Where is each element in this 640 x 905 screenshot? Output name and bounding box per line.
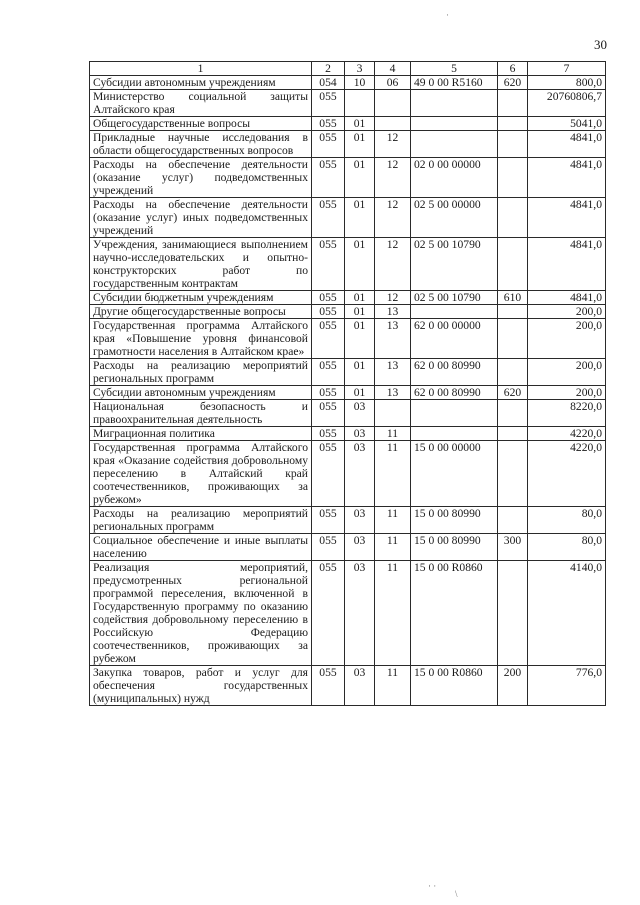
cell-subsection: 13 (375, 319, 411, 359)
cell-ministry: 055 (312, 666, 345, 706)
cell-name: Учреждения, занимающиеся выполнением научно-исследовательских и опытно-конструкторских работ по государственным контрактам (90, 238, 312, 291)
cell-section: 03 (345, 441, 375, 507)
table-row (90, 427, 606, 441)
cell-subsection: 11 (375, 441, 411, 507)
cell-expense-type (498, 158, 528, 198)
cell-name: Общегосударственные вопросы (90, 117, 312, 131)
cell-target-code: 49 0 00 R5160 (411, 76, 498, 90)
cell-amount: 4140,0 (528, 561, 606, 666)
cell-ministry: 055 (312, 427, 345, 441)
cell-target-code: 15 0 00 00000 (411, 441, 498, 507)
cell-ministry: 055 (312, 561, 345, 666)
table-row (90, 76, 606, 90)
cell-subsection: 12 (375, 158, 411, 198)
cell-section: 01 (345, 359, 375, 386)
cell-section: 01 (345, 158, 375, 198)
cell-section: 01 (345, 319, 375, 359)
table-row (90, 158, 606, 198)
cell-subsection: 06 (375, 76, 411, 90)
table-row (90, 90, 606, 117)
cell-amount: 800,0 (528, 76, 606, 90)
table-row (90, 305, 606, 319)
cell-subsection: 12 (375, 238, 411, 291)
header-row (90, 62, 606, 76)
cell-section: 01 (345, 291, 375, 305)
cell-ministry: 055 (312, 238, 345, 291)
cell-amount: 20760806,7 (528, 90, 606, 117)
cell-target-code: 02 5 00 00000 (411, 198, 498, 238)
header-cell: 4 (375, 62, 411, 76)
cell-subsection: 12 (375, 291, 411, 305)
cell-name: Закупка товаров, работ и услуг для обеспечения государственных (муниципальных) нужд (90, 666, 312, 706)
cell-name: Прикладные научные исследования в области общегосударственных вопросов (90, 131, 312, 158)
table-row (90, 386, 606, 400)
header-cell: 2 (312, 62, 345, 76)
cell-section: 01 (345, 238, 375, 291)
cell-ministry: 055 (312, 305, 345, 319)
scan-speck: · (446, 10, 449, 20)
cell-name: Субсидии автономным учреждениям (90, 386, 312, 400)
cell-name: Расходы на обеспечение деятельности (оказание услуг) подведомственных учреждений (90, 158, 312, 198)
cell-ministry: 055 (312, 400, 345, 427)
cell-subsection (375, 400, 411, 427)
table-row (90, 400, 606, 427)
cell-name: Национальная безопасность и правоохранительная деятельность (90, 400, 312, 427)
cell-expense-type (498, 90, 528, 117)
cell-subsection: 11 (375, 427, 411, 441)
cell-subsection: 11 (375, 534, 411, 561)
table-row (90, 666, 606, 706)
cell-ministry: 055 (312, 507, 345, 534)
cell-amount: 80,0 (528, 507, 606, 534)
cell-target-code: 15 0 00 80990 (411, 507, 498, 534)
cell-expense-type (498, 400, 528, 427)
cell-subsection: 13 (375, 305, 411, 319)
cell-target-code: 15 0 00 80990 (411, 534, 498, 561)
cell-target-code (411, 117, 498, 131)
cell-expense-type (498, 359, 528, 386)
table-row (90, 359, 606, 386)
cell-section: 10 (345, 76, 375, 90)
cell-target-code (411, 400, 498, 427)
table-row (90, 238, 606, 291)
cell-subsection: 13 (375, 386, 411, 400)
cell-target-code (411, 305, 498, 319)
cell-amount: 8220,0 (528, 400, 606, 427)
cell-section: 03 (345, 534, 375, 561)
cell-section: 03 (345, 507, 375, 534)
cell-expense-type (498, 561, 528, 666)
header-cell: 7 (528, 62, 606, 76)
cell-name: Субсидии автономным учреждениям (90, 76, 312, 90)
cell-section: 03 (345, 427, 375, 441)
cell-target-code (411, 90, 498, 117)
table-row (90, 441, 606, 507)
cell-ministry: 055 (312, 198, 345, 238)
cell-ministry: 055 (312, 291, 345, 305)
cell-amount: 200,0 (528, 359, 606, 386)
header-cell: 3 (345, 62, 375, 76)
cell-name: Министерство социальной защиты Алтайского края (90, 90, 312, 117)
cell-amount: 200,0 (528, 386, 606, 400)
cell-name: Другие общегосударственные вопросы (90, 305, 312, 319)
cell-ministry: 055 (312, 131, 345, 158)
cell-amount: 5041,0 (528, 117, 606, 131)
table-row (90, 319, 606, 359)
header-cell: 5 (411, 62, 498, 76)
cell-amount: 200,0 (528, 305, 606, 319)
cell-amount: 80,0 (528, 534, 606, 561)
header-cell: 6 (498, 62, 528, 76)
cell-target-code: 02 5 00 10790 (411, 291, 498, 305)
cell-expense-type (498, 441, 528, 507)
cell-name: Социальное обеспечение и иные выплаты населению (90, 534, 312, 561)
cell-amount: 4841,0 (528, 158, 606, 198)
cell-ministry: 055 (312, 319, 345, 359)
table-row (90, 534, 606, 561)
cell-expense-type (498, 427, 528, 441)
cell-expense-type (498, 238, 528, 291)
cell-amount: 4220,0 (528, 427, 606, 441)
cell-expense-type (498, 117, 528, 131)
cell-ministry: 055 (312, 158, 345, 198)
cell-amount: 4841,0 (528, 238, 606, 291)
cell-amount: 4841,0 (528, 131, 606, 158)
cell-target-code: 62 0 00 80990 (411, 359, 498, 386)
cell-target-code (411, 131, 498, 158)
cell-expense-type (498, 305, 528, 319)
cell-section: 01 (345, 117, 375, 131)
cell-amount: 776,0 (528, 666, 606, 706)
cell-subsection (375, 90, 411, 117)
cell-name: Субсидии бюджетным учреждениям (90, 291, 312, 305)
cell-target-code: 15 0 00 R0860 (411, 666, 498, 706)
table-row (90, 561, 606, 666)
cell-section: 01 (345, 198, 375, 238)
cell-name: Расходы на реализацию мероприятий региональных программ (90, 359, 312, 386)
cell-expense-type: 200 (498, 666, 528, 706)
cell-subsection: 12 (375, 131, 411, 158)
cell-section: 03 (345, 561, 375, 666)
cell-target-code: 15 0 00 R0860 (411, 561, 498, 666)
cell-name: Государственная программа Алтайского края «Оказание содействия добровольному переселению в Алтайский край соотечественников, проживающих за рубежом» (90, 441, 312, 507)
cell-expense-type (498, 319, 528, 359)
table-row (90, 198, 606, 238)
cell-name: Реализация мероприятий, предусмотренных региональной программой переселения, включенной в Государственную программу по оказанию содействия добровольному переселению в Российскую Федерацию соотечественников, проживающих за рубежом (90, 561, 312, 666)
table-row (90, 117, 606, 131)
cell-subsection: 13 (375, 359, 411, 386)
cell-expense-type: 610 (498, 291, 528, 305)
cell-amount: 4220,0 (528, 441, 606, 507)
cell-name: Расходы на реализацию мероприятий региональных программ (90, 507, 312, 534)
cell-ministry: 055 (312, 441, 345, 507)
cell-subsection: 12 (375, 198, 411, 238)
cell-expense-type (498, 198, 528, 238)
cell-ministry: 055 (312, 117, 345, 131)
cell-subsection: 11 (375, 561, 411, 666)
cell-subsection: 11 (375, 507, 411, 534)
cell-ministry: 055 (312, 386, 345, 400)
cell-section: 01 (345, 305, 375, 319)
cell-section: 03 (345, 400, 375, 427)
cell-name: Государственная программа Алтайского края «Повышение уровня финансовой грамотности населения в Алтайском крае» (90, 319, 312, 359)
cell-amount: 4841,0 (528, 198, 606, 238)
cell-ministry: 055 (312, 534, 345, 561)
table-row (90, 507, 606, 534)
cell-target-code: 62 0 00 80990 (411, 386, 498, 400)
cell-amount: 200,0 (528, 319, 606, 359)
cell-expense-type (498, 131, 528, 158)
cell-ministry: 054 (312, 76, 345, 90)
cell-ministry: 055 (312, 90, 345, 117)
cell-section: 01 (345, 386, 375, 400)
cell-expense-type: 620 (498, 386, 528, 400)
cell-section (345, 90, 375, 117)
cell-expense-type: 300 (498, 534, 528, 561)
page-number: 30 (594, 37, 607, 52)
cell-section: 03 (345, 666, 375, 706)
scan-speck: \ (455, 889, 458, 899)
cell-section: 01 (345, 131, 375, 158)
scan-speck: · · (428, 881, 437, 891)
cell-expense-type (498, 507, 528, 534)
cell-target-code: 02 0 00 00000 (411, 158, 498, 198)
table-row (90, 131, 606, 158)
cell-subsection (375, 117, 411, 131)
cell-target-code (411, 427, 498, 441)
cell-expense-type: 620 (498, 76, 528, 90)
cell-name: Расходы на обеспечение деятельности (оказание услуг) иных подведомственных учреждений (90, 198, 312, 238)
cell-subsection: 11 (375, 666, 411, 706)
header-cell: 1 (90, 62, 312, 76)
budget-table (89, 61, 606, 706)
cell-amount: 4841,0 (528, 291, 606, 305)
cell-name: Миграционная политика (90, 427, 312, 441)
cell-ministry: 055 (312, 359, 345, 386)
cell-target-code: 02 5 00 10790 (411, 238, 498, 291)
table-row (90, 291, 606, 305)
cell-target-code: 62 0 00 00000 (411, 319, 498, 359)
